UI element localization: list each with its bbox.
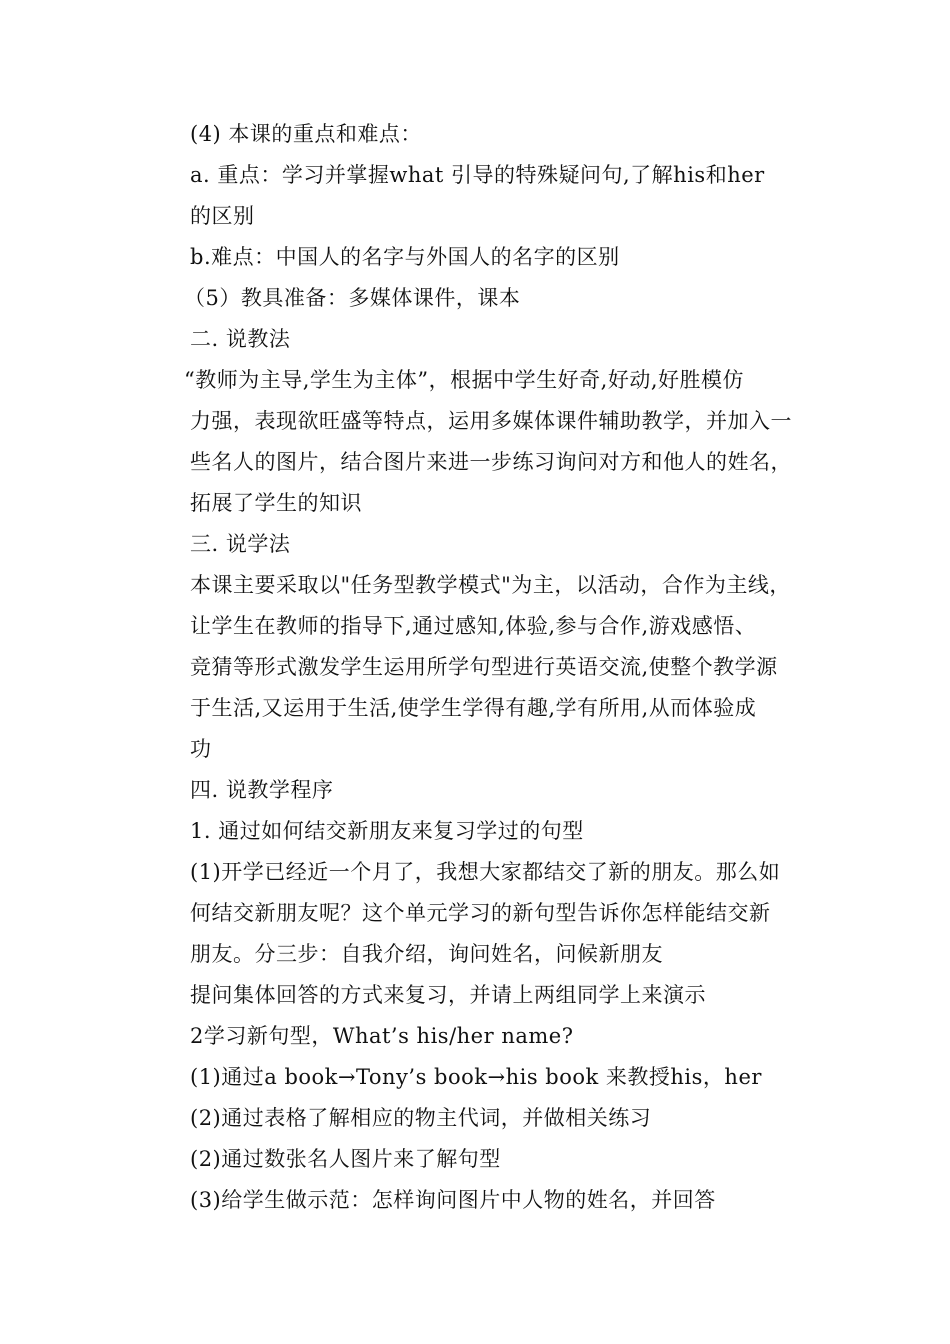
paragraph-line: 朋友。分三步：自我介绍，询问姓名，问候新朋友 xyxy=(190,942,663,966)
paragraph-line: 本课主要采取以"任务型教学模式"为主，以活动，合作为主线， xyxy=(190,573,791,597)
paragraph-line: 竞猜等形式激发学生运用所学句型进行英语交流,使整个教学源 xyxy=(190,655,778,679)
paragraph-line: (1)开学已经近一个月了，我想大家都结交了新的朋友。那么如 xyxy=(190,860,781,884)
paragraph-line: (2)通过表格了解相应的物主代词，并做相关练习 xyxy=(190,1106,652,1130)
paragraph-line: 拓展了学生的知识 xyxy=(190,491,362,515)
paragraph-line: 力强，表现欲旺盛等特点，运用多媒体课件辅助教学，并加入一 xyxy=(190,409,792,433)
paragraph-line: (3)给学生做示范：怎样询问图片中人物的姓名，并回答 xyxy=(190,1188,716,1212)
paragraph-line: （5）教具准备：多媒体课件，课本 xyxy=(184,286,521,310)
paragraph-line: 何结交新朋友呢？这个单元学习的新句型告诉你怎样能结交新 xyxy=(190,901,771,925)
paragraph-line: 些名人的图片，结合图片来进一步练习询问对方和他人的姓名， xyxy=(190,450,792,474)
paragraph-line: (1)通过a book→Tony’s book→his book 来教授his，her xyxy=(190,1065,762,1089)
paragraph-line: 提问集体回答的方式来复习，并请上两组同学上来演示 xyxy=(190,983,706,1007)
paragraph-line: 1. 通过如何结交新朋友来复习学过的句型 xyxy=(190,819,584,843)
section-heading-key-points: (4) 本课的重点和难点： xyxy=(190,122,422,146)
paragraph-line: 让学生在教师的指导下,通过感知,体验,参与合作,游戏感悟、 xyxy=(190,614,757,638)
paragraph-line: “教师为主导,学生为主体”，根据中学生好奇,好动,好胜模仿 xyxy=(184,368,744,392)
paragraph-line: (2)通过数张名人图片来了解句型 xyxy=(190,1147,501,1171)
section-heading-learning-method: 三. 说学法 xyxy=(190,532,291,556)
paragraph-line: 的区别 xyxy=(190,204,255,228)
paragraph-line: 2学习新句型，What’s his/her name? xyxy=(190,1024,574,1048)
section-heading-teaching-procedure: 四. 说教学程序 xyxy=(190,778,334,802)
paragraph-line: 功 xyxy=(190,737,212,761)
paragraph-line: 于生活,又运用于生活,使学生学得有趣,学有所用,从而体验成 xyxy=(190,696,757,720)
document-body xyxy=(184,114,815,1221)
paragraph-line: a. 重点：学习并掌握what 引导的特殊疑问句,了解his和her xyxy=(190,163,765,187)
paragraph-line: b.难点：中国人的名字与外国人的名字的区别 xyxy=(190,245,620,269)
section-heading-teaching-method: 二. 说教法 xyxy=(190,327,291,351)
